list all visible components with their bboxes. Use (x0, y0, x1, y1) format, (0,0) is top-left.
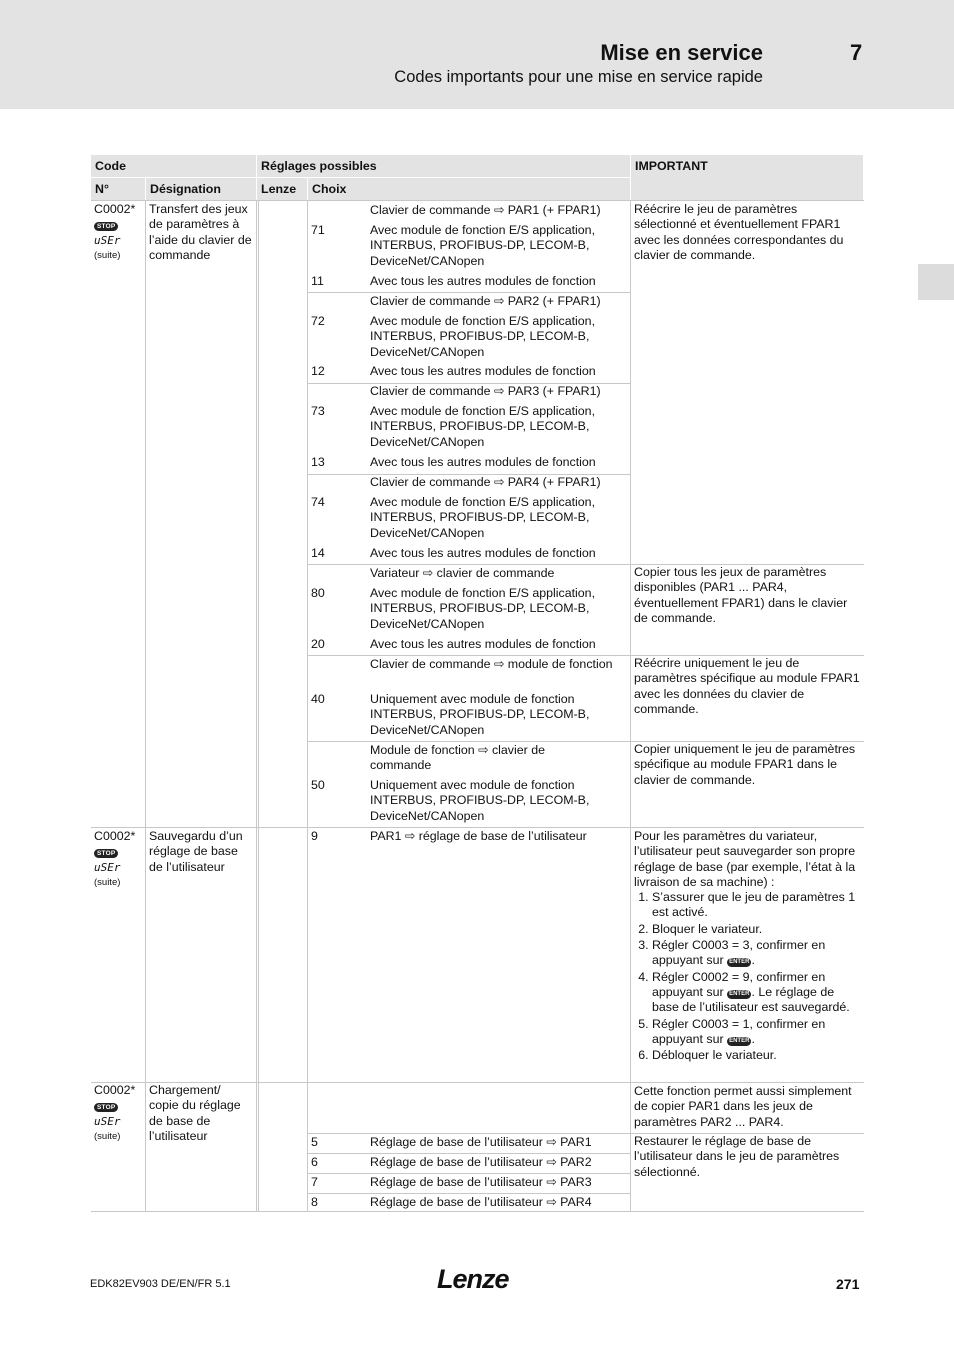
code-number: C0002* (94, 829, 136, 843)
choice-number: 40 (311, 692, 325, 706)
choice-text: Réglage de base de l’utilisateur ⇨ PAR2 (370, 1155, 592, 1169)
choice-text: Clavier de commande ⇨ PAR2 (+ FPAR1) (370, 294, 601, 308)
step-1: 1. S’assurer que le jeu de paramètres 1 est activé. (652, 890, 860, 921)
choice-text: Avec tous les autres modules de fonction (370, 455, 596, 469)
code-cell (91, 829, 145, 890)
instructions-intro: Pour les paramètres du variateur, l’utilisateur peut sauvegarder son propre réglage de base (par exemple, l’état à la livraison de sa machine) : (634, 829, 856, 889)
choice-text: Avec module de fonction E/S application, INTERBUS, PROFIBUS-DP, LECOM-B, DeviceNet/CANopen (370, 223, 596, 268)
choice-text: Uniquement avec module de fonction INTERBUS, PROFIBUS-DP, LECOM-B, DeviceNet/CANopen (370, 778, 590, 823)
page-header (0, 0, 954, 109)
choice-number: 50 (311, 778, 325, 792)
important-cell: Cette fonction permet aussi simplement de copier PAR1 dans les jeux de paramètres PAR2 ... PAR4. (634, 1084, 852, 1129)
grid-line (145, 200, 146, 1212)
choice-text: Avec tous les autres modules de fonction (370, 546, 596, 560)
choice-text: Clavier de commande ⇨ PAR3 (+ FPAR1) (370, 384, 601, 398)
step-5: 5. Régler C0003 = 1, confirmer en appuyant sur ENTER . (652, 1017, 860, 1048)
user-display-icon: uSEr (94, 860, 121, 874)
choice-text: Uniquement avec module de fonction INTERBUS, PROFIBUS-DP, LECOM-B, DeviceNet/CANopen (370, 692, 590, 737)
stop-key-icon: STOP (94, 849, 118, 858)
step-2: 2. Bloquer le variateur. (652, 922, 860, 937)
important-cell: Copier uniquement le jeu de paramètres spécifique au module FPAR1 dans le clavier de commande. (634, 742, 856, 787)
user-display-icon: uSEr (94, 233, 121, 247)
choice-text: Réglage de base de l’utilisateur ⇨ PAR1 (370, 1135, 592, 1149)
header-designation: Désignation (146, 178, 256, 200)
choice-number: 11 (311, 274, 324, 288)
enter-key-icon: ENTER (729, 1037, 750, 1044)
choice-text: Clavier de commande ⇨ module de fonction (370, 657, 613, 671)
important-cell: Copier tous les jeux de paramètres disponibles (PAR1 ... PAR4, éventuellement FPAR1) dans le clavier de commande. (634, 565, 848, 625)
choice-text: Variateur ⇨ clavier de commande (370, 566, 555, 580)
code-cell (91, 1083, 145, 1144)
grid-line (308, 1153, 630, 1154)
important-cell: Réécrire uniquement le jeu de paramètres spécifique au module FPAR1 avec les données du clavier de commande. (634, 656, 860, 716)
choice-text: Clavier de commande ⇨ PAR4 (+ FPAR1) (370, 475, 601, 489)
choice-number: 6 (311, 1155, 318, 1169)
designation-cell: Chargement/ copie du réglage de base de l’utilisateur (149, 1083, 241, 1143)
enter-key-icon: ENTER (729, 959, 750, 966)
important-cell: Réécrire le jeu de paramètres sélectionné et éventuellement FPAR1 avec les données correspondantes du clavier de commande. (634, 202, 844, 262)
choice-text: Avec module de fonction E/S application, INTERBUS, PROFIBUS-DP, LECOM-B, DeviceNet/CANopen (370, 495, 596, 540)
header-no: N° (91, 178, 145, 200)
chapter-tab-marker (918, 264, 954, 300)
choice-text: Avec module de fonction E/S application, INTERBUS, PROFIBUS-DP, LECOM-B, DeviceNet/CANopen (370, 404, 596, 449)
choice-number: 9 (311, 829, 318, 843)
choice-text: Avec tous les autres modules de fonction (370, 364, 596, 378)
section-subtitle: Codes importants pour une mise en service rapide (394, 68, 763, 86)
continued-note: (suite) (94, 1130, 121, 1142)
step-6: 6. Débloquer le variateur. (652, 1048, 860, 1063)
lenze-logo: Lenze (437, 1264, 509, 1294)
choice-number: 72 (311, 314, 325, 328)
grid-line (308, 292, 630, 293)
step-3: 3. Régler C0003 = 3, confirmer en appuyant sur ENTER . (652, 938, 860, 969)
grid-line (256, 200, 257, 1212)
grid-line (91, 200, 864, 201)
code-cell (91, 202, 145, 263)
choice-text: Avec tous les autres modules de fonction (370, 274, 596, 288)
choice-text: Réglage de base de l’utilisateur ⇨ PAR4 (370, 1195, 592, 1209)
choice-number: 71 (311, 223, 325, 237)
stop-key-icon: STOP (94, 1103, 118, 1112)
designation-cell: Sauvegardu d’un réglage de base de l’utilisateur (149, 829, 243, 874)
continued-note: (suite) (94, 249, 121, 261)
choice-text: Avec module de fonction E/S application, INTERBUS, PROFIBUS-DP, LECOM-B, DeviceNet/CANopen (370, 586, 596, 631)
header-code: Code (91, 155, 256, 177)
chapter-number: 7 (850, 40, 863, 65)
important-cell: Restaurer le réglage de base de l’utilisateur dans le jeu de paramètres sélectionné. (634, 1134, 840, 1179)
page-number: 271 (836, 1276, 860, 1292)
step-4: 4. Régler C0002 = 9, confirmer en appuyant sur ENTER . Le réglage de base de l’utilisateur est sauvegardé. (652, 970, 860, 1016)
choice-text: Avec tous les autres modules de fonction (370, 637, 596, 651)
choice-text: Avec module de fonction E/S application, INTERBUS, PROFIBUS-DP, LECOM-B, DeviceNet/CANopen (370, 314, 596, 359)
choice-number: 20 (311, 637, 325, 651)
choice-text: Clavier de commande ⇨ PAR1 (+ FPAR1) (370, 203, 601, 217)
choice-text: Module de fonction ⇨ clavier de commande (370, 743, 545, 773)
user-display-icon: uSEr (94, 1114, 121, 1128)
chapter-title: Mise en service (600, 40, 763, 65)
choice-number: 14 (311, 546, 325, 560)
designation-cell: Transfert des jeux de paramètres à l’aide du clavier de commande (149, 202, 252, 262)
choice-number: 8 (311, 1195, 318, 1209)
choice-number: 73 (311, 404, 325, 418)
important-cell (631, 829, 863, 1064)
header-lenze: Lenze (257, 178, 307, 200)
code-number: C0002* (94, 202, 136, 216)
choice-number: 5 (311, 1135, 318, 1149)
continued-note: (suite) (94, 876, 121, 888)
choice-text: Réglage de base de l’utilisateur ⇨ PAR3 (370, 1175, 592, 1189)
header-choice: Choix (308, 178, 630, 200)
code-number: C0002* (94, 1083, 136, 1097)
grid-line (91, 827, 864, 828)
choice-text: PAR1 ⇨ réglage de base de l’utilisateur (370, 829, 587, 843)
header-important: IMPORTANT (631, 155, 863, 200)
choice-number: 12 (311, 364, 325, 378)
grid-line (91, 1211, 864, 1212)
choice-number: 13 (311, 455, 325, 469)
stop-key-icon: STOP (94, 222, 118, 231)
choice-number: 80 (311, 586, 325, 600)
grid-line (308, 1173, 630, 1174)
document-reference: EDK82EV903 DE/EN/FR 5.1 (90, 1278, 231, 1290)
grid-line (308, 1193, 630, 1194)
choice-number: 74 (311, 495, 325, 509)
enter-key-icon: ENTER (729, 990, 750, 997)
grid-line (258, 200, 259, 1212)
instructions-list (634, 890, 860, 1063)
header-settings: Réglages possibles (257, 155, 630, 177)
choice-number: 7 (311, 1175, 318, 1189)
